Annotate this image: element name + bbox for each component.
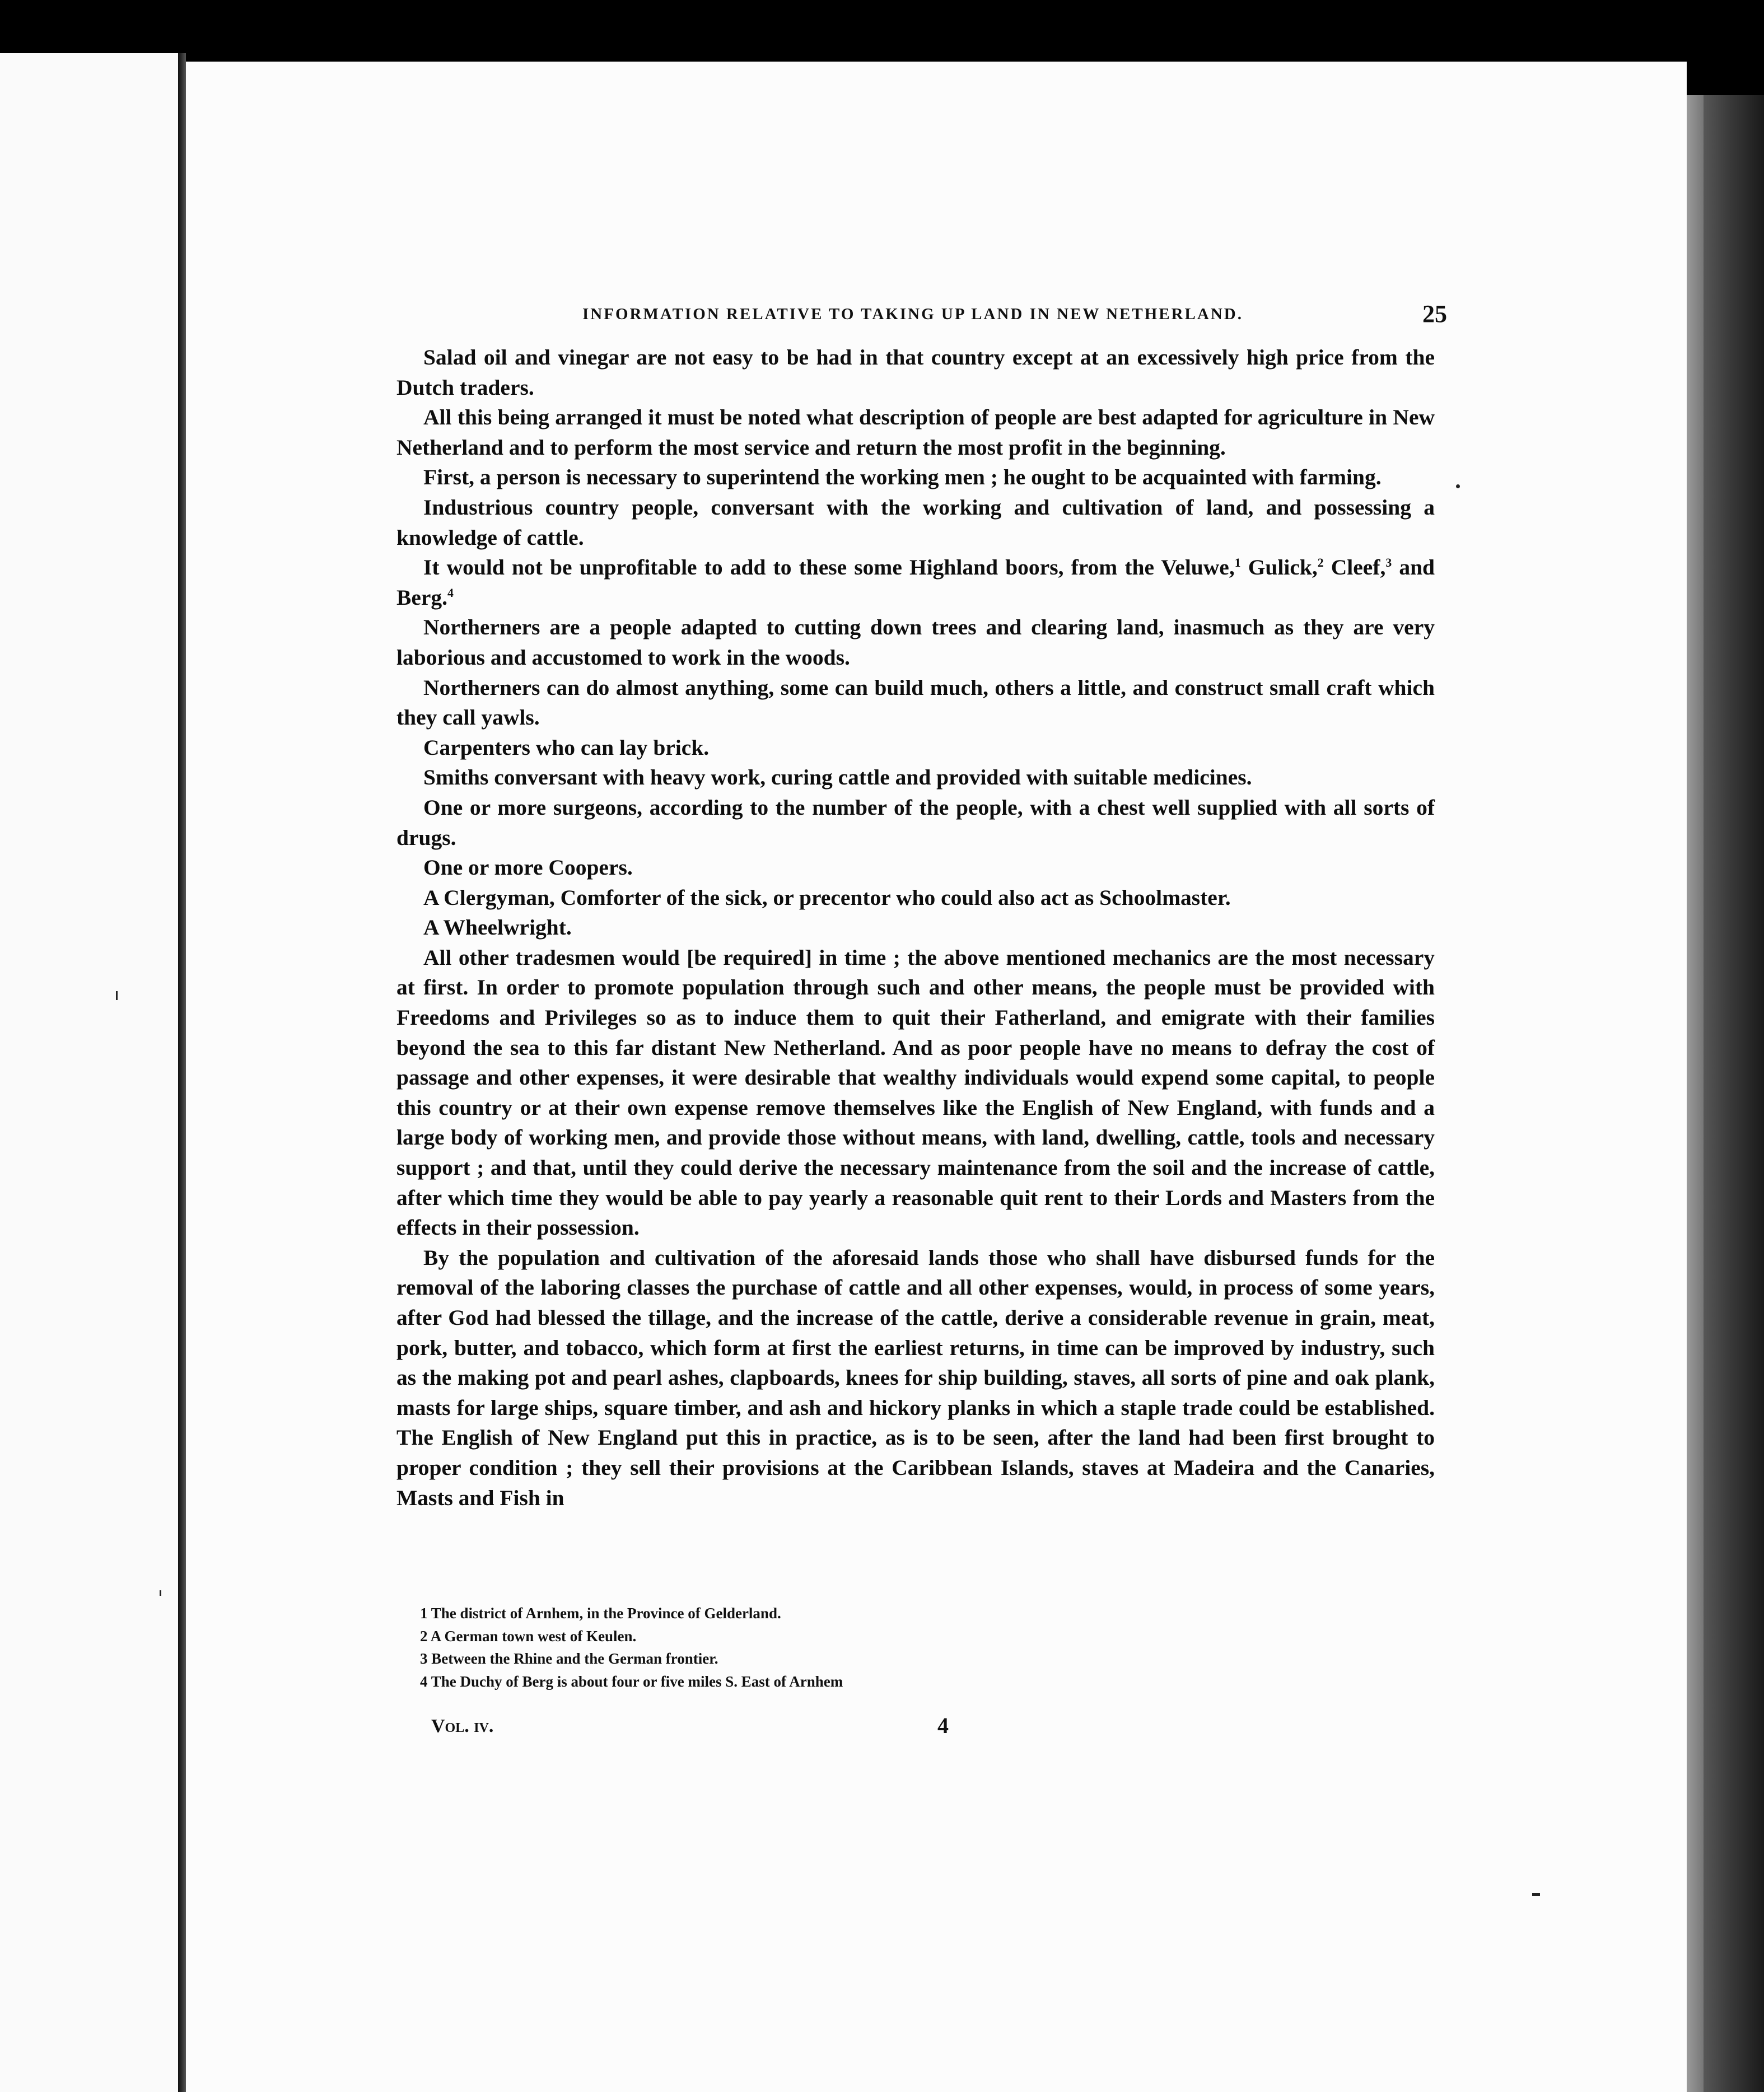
footnote: 3 Between the Rhine and the German frontier. — [420, 1650, 718, 1667]
scan-background — [0, 0, 1764, 67]
highland-text: Cleef, — [1323, 555, 1386, 580]
paragraph: One or more Coopers. — [423, 855, 633, 880]
footnotes — [420, 1602, 1260, 1693]
footnote-ref: 4 — [447, 586, 454, 600]
paragraph-highland — [396, 553, 1435, 613]
footnote-ref: 1 — [1234, 556, 1241, 569]
paragraph: All other tradesmen would [be required] in time ; the above mentioned mechanics are the most necessary at first. In order to promote population through such and other means, the people must be provided with Freedoms and Privileges so as to induce them to quit their Fatherland, and emigrate with their families beyond the sea to this far distant New Netherland. And as poor people have no means to defray the cost of passage and other expenses, it were desirable that wealthy individuals would expend some capital, to people this country or at their own expense remove themselves like the English of New England, with funds and a large body of working men, and provide those without means, with land, dwelling, cattle, tools and necessary support ; and that, until they could derive the necessary maintenance from the soil and the increase of cattle, after which time they would be able to pay yearly a reasonable quit rent to their Lords and Masters from the effects in their possession. — [396, 945, 1435, 1240]
paragraph: A Clergyman, Comforter of the sick, or precentor who could also act as Schoolmaster. — [423, 885, 1231, 910]
facing-page-edge — [0, 53, 178, 2092]
scan-speck — [1532, 1893, 1540, 1896]
footnote-ref: 2 — [1317, 556, 1324, 569]
paragraph: Northerners are a people adapted to cutting down trees and clearing land, inasmuch as they are very laborious and accustomed to work in the woods. — [396, 615, 1435, 670]
paragraph: Northerners can do almost anything, some can build much, others a little, and construct small craft which they call yawls. — [396, 675, 1435, 730]
footnote: 2 A German town west of Keulen. — [420, 1627, 637, 1645]
footnote-ref: 3 — [1385, 556, 1392, 569]
scan-speck — [1456, 484, 1460, 488]
footnote: 1 The district of Arnhem, in the Province of Gelderland. — [420, 1605, 781, 1622]
highland-text: Gulick, — [1240, 555, 1318, 580]
paragraph: All this being arranged it must be noted what description of people are best adapted for agriculture in New Netherland and to perform the most service and return the most profit in the beginning. — [396, 405, 1435, 460]
body-text — [396, 343, 1435, 1513]
scan-speck — [160, 1590, 161, 1596]
paragraph: Industrious country people, conversant with the working and cultivation of land, and possessing a knowledge of cattle. — [396, 494, 1435, 550]
paragraph: Carpenters who can lay brick. — [423, 735, 710, 760]
page-number: 25 — [1422, 300, 1447, 328]
book-gutter — [178, 53, 186, 2092]
paragraph: First, a person is necessary to superintend the working men ; he ought to be acquainted with farming. — [423, 465, 1382, 490]
paragraph: By the population and cultivation of the aforesaid lands those who shall have disbursed funds for the removal of the laboring classes the purchase of cattle and all other expenses, would, in process of some years, after God had blessed the tillage, and the increase of the cattle, derive a considerable revenue in grain, meat, pork, butter, and tobacco, which form at first the earliest returns, in time can be improved by industry, such as the making pot and pearl ashes, clapboards, knees for ship building, staves, all sorts of pine and oak plank, masts for large ships, square timber, and ash and hickory planks in which a staple trade could be established. The English of New England put this in practice, as is to be seen, after the land had been first brought to proper condition ; they sell their provisions at the Caribbean Islands, staves at Madeira and the Canaries, Masts and Fish in — [396, 1245, 1435, 1510]
paragraph: One or more surgeons, according to the number of the people, with a chest well supplied with all sorts of drugs. — [396, 795, 1435, 850]
page-stack-highlight — [1687, 95, 1704, 2092]
signature-number: 4 — [937, 1713, 949, 1738]
highland-text: and Berg. — [396, 555, 1435, 610]
paragraph: Smiths conversant with heavy work, curing cattle and provided with suitable medicines. — [423, 765, 1252, 790]
running-head: INFORMATION RELATIVE TO TAKING UP LAND IN NEW NETHERLAND. — [582, 305, 1243, 323]
scan-speck — [116, 991, 118, 1000]
paragraph: A Wheelwright. — [423, 915, 572, 940]
paragraph: Salad oil and vinegar are not easy to be had in that country except at an excessively high price from the Dutch traders. — [396, 345, 1435, 400]
volume-signature: Vol. iv. — [431, 1716, 494, 1736]
footnote: 4 The Duchy of Berg is about four or five miles S. East of Arnhem — [420, 1673, 843, 1690]
highland-text: It would not be unprofitable to add to these some Highland boors, from the Veluwe, — [423, 555, 1235, 580]
